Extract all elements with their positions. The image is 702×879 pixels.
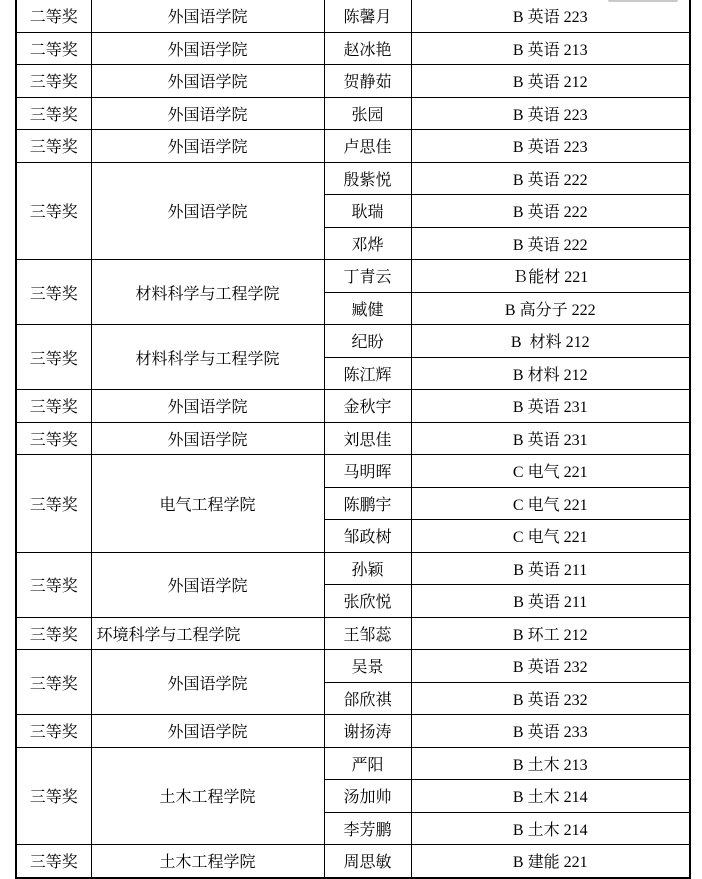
class-cell: B 英语 213 (411, 32, 690, 65)
name-cell: 李芳鹏 (324, 812, 411, 845)
table-row (16, 747, 690, 780)
name-cell: 贺静茹 (324, 65, 411, 98)
class-cell: B 土木 214 (411, 780, 690, 813)
name-cell: 张园 (324, 97, 411, 130)
award-cell: 三等奖 (16, 552, 91, 617)
name-cell: 陈馨月 (324, 0, 411, 32)
name-cell: 严阳 (324, 747, 411, 780)
class-cell: B 英语 223 (411, 130, 690, 163)
name-cell: 邹政树 (324, 520, 411, 553)
name-cell: 周思敏 (324, 845, 411, 878)
college-cell: 环境科学与工程学院 (91, 617, 324, 650)
award-cell: 三等奖 (16, 845, 91, 878)
class-cell: B 材料 212 (411, 357, 690, 390)
name-cell: 金秋宇 (324, 390, 411, 423)
college-cell: 外国语学院 (91, 0, 324, 32)
class-cell: B 英语 232 (411, 650, 690, 683)
name-cell: 卢思佳 (324, 130, 411, 163)
award-cell: 二等奖 (16, 0, 91, 32)
name-cell: 丁青云 (324, 260, 411, 293)
name-cell: 王邹蕊 (324, 617, 411, 650)
class-cell: B 英语 223 (411, 0, 690, 32)
table-row (16, 65, 690, 98)
name-cell: 耿瑞 (324, 195, 411, 228)
college-cell: 外国语学院 (91, 650, 324, 715)
class-cell: B 英语 222 (411, 162, 690, 195)
class-cell: B 高分子 222 (411, 292, 690, 325)
class-cell: B 材料 212 (411, 325, 690, 358)
award-cell: 三等奖 (16, 715, 91, 748)
class-cell: C 电气 221 (411, 487, 690, 520)
name-cell: 陈鹏宇 (324, 487, 411, 520)
name-cell: 赵冰艳 (324, 32, 411, 65)
table-row (16, 0, 690, 32)
class-cell: B 英语 233 (411, 715, 690, 748)
award-cell: 三等奖 (16, 650, 91, 715)
award-cell: 三等奖 (16, 325, 91, 390)
class-cell: B 英语 231 (411, 390, 690, 423)
award-cell: 三等奖 (16, 747, 91, 845)
name-cell: 谢扬涛 (324, 715, 411, 748)
award-cell: 三等奖 (16, 162, 91, 260)
table-row (16, 552, 690, 585)
name-cell: 殷紫悦 (324, 162, 411, 195)
award-cell: 三等奖 (16, 390, 91, 423)
name-cell: 吴景 (324, 650, 411, 683)
college-cell: 土木工程学院 (91, 845, 324, 878)
table-row (16, 32, 690, 65)
college-cell: 外国语学院 (91, 32, 324, 65)
table-row (16, 617, 690, 650)
name-cell: 纪盼 (324, 325, 411, 358)
college-cell: 材料科学与工程学院 (91, 260, 324, 325)
class-cell: B 环工 212 (411, 617, 690, 650)
name-cell: 刘思佳 (324, 422, 411, 455)
awards-table-container (15, 0, 691, 879)
name-cell: 郃欣祺 (324, 682, 411, 715)
award-cell: 三等奖 (16, 65, 91, 98)
table-row (16, 650, 690, 683)
class-cell: C 电气 221 (411, 455, 690, 488)
class-cell: B 英语 232 (411, 682, 690, 715)
awards-table (15, 0, 691, 879)
table-row (16, 130, 690, 163)
college-cell: 外国语学院 (91, 162, 324, 260)
name-cell: 孙颖 (324, 552, 411, 585)
class-cell: B 土木 214 (411, 812, 690, 845)
class-cell: Ｂ能材 221 (411, 260, 690, 293)
name-cell: 汤加帅 (324, 780, 411, 813)
name-cell: 张欣悦 (324, 585, 411, 618)
class-cell: B 英语 211 (411, 552, 690, 585)
college-cell: 材料科学与工程学院 (91, 325, 324, 390)
awards-table-body (16, 0, 690, 878)
award-cell: 三等奖 (16, 617, 91, 650)
college-cell: 外国语学院 (91, 552, 324, 617)
college-cell: 外国语学院 (91, 715, 324, 748)
name-cell: 邓烨 (324, 227, 411, 260)
table-row (16, 260, 690, 293)
award-cell: 二等奖 (16, 32, 91, 65)
college-cell: 外国语学院 (91, 390, 324, 423)
class-cell: B 英语 231 (411, 422, 690, 455)
name-cell: 臧健 (324, 292, 411, 325)
award-cell: 三等奖 (16, 422, 91, 455)
table-row (16, 845, 690, 878)
table-row (16, 325, 690, 358)
college-cell: 电气工程学院 (91, 455, 324, 553)
table-row (16, 162, 690, 195)
class-cell: C 电气 221 (411, 520, 690, 553)
award-cell: 三等奖 (16, 97, 91, 130)
class-cell: B 英语 222 (411, 195, 690, 228)
award-cell: 三等奖 (16, 260, 91, 325)
table-row (16, 390, 690, 423)
name-cell: 陈江辉 (324, 357, 411, 390)
college-cell: 外国语学院 (91, 97, 324, 130)
table-row (16, 422, 690, 455)
class-cell: B 英语 211 (411, 585, 690, 618)
class-cell: B 英语 222 (411, 227, 690, 260)
award-cell: 三等奖 (16, 455, 91, 553)
college-cell: 土木工程学院 (91, 747, 324, 845)
college-cell: 外国语学院 (91, 65, 324, 98)
name-cell: 马明晖 (324, 455, 411, 488)
award-cell: 三等奖 (16, 130, 91, 163)
class-cell: B 英语 212 (411, 65, 690, 98)
table-row (16, 97, 690, 130)
college-cell: 外国语学院 (91, 422, 324, 455)
table-row (16, 715, 690, 748)
class-cell: B 建能 221 (411, 845, 690, 878)
class-cell: B 英语 223 (411, 97, 690, 130)
table-row (16, 455, 690, 488)
college-cell: 外国语学院 (91, 130, 324, 163)
class-cell: B 土木 213 (411, 747, 690, 780)
